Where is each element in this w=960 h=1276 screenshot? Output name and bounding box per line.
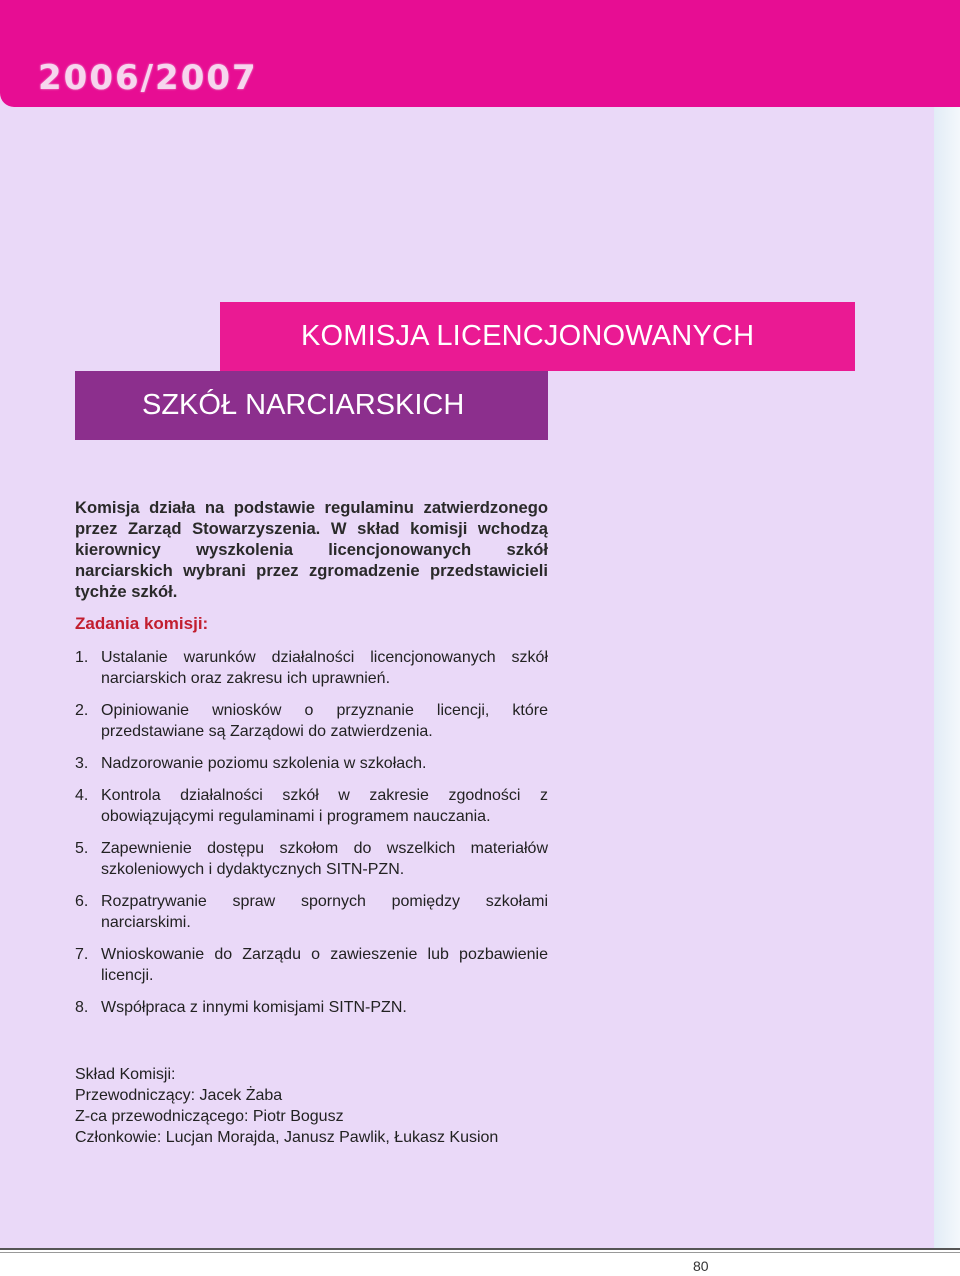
task-number: 2. [75,702,89,719]
committee-members: Członkowie: Lucjan Morajda, Janusz Pawlik, Łukasz Kusion [75,1129,499,1146]
task-list [75,647,548,1018]
task-number: 1. [75,649,89,666]
task-item [75,891,548,933]
page-right-edge [934,0,960,1248]
task-number: 8. [75,999,89,1016]
committee-section [75,1064,555,1148]
task-text: Ustalanie warunków działalności licencjonowanych szkół narciarskich oraz zakresu ich uprawnień. [101,649,548,687]
task-number: 7. [75,946,89,963]
task-number: 5. [75,840,89,857]
task-number: 4. [75,787,89,804]
task-text: Zapewnienie dostępu szkołom do wszelkich materiałów szkoleniowych i dydaktycznych SITN-PZN. [101,840,548,878]
task-text: Wnioskowanie do Zarządu o zawieszenie lub pozbawienie licencji. [101,946,548,984]
task-text: Rozpatrywanie spraw spornych pomiędzy szkołami narciarskimi. [101,893,548,931]
task-text: Współpraca z innymi komisjami SITN-PZN. [101,999,407,1016]
title-line-1: KOMISJA LICENCJONOWANYCH [301,320,755,352]
task-item [75,647,548,689]
footer-rule [0,1248,960,1250]
task-text: Kontrola działalności szkół w zakresie zgodności z obowiązującymi regulaminami i programem nauczania. [101,787,548,825]
header-year: 2006/2007 [38,58,258,98]
title-line-1-box [220,302,855,371]
task-item [75,753,548,774]
footer-rule-thin [0,1252,960,1253]
intro-paragraph: Komisja działa na podstawie regulaminu zatwierdzonego przez Zarząd Stowarzyszenia. W skład komisji wchodzą kierownicy wyszkolenia licencjonowanych szkół narciarskich wybrani przez zgromadzenie przedstawicieli tychże szkół. [75,498,548,601]
task-item [75,997,548,1018]
task-item [75,838,548,880]
task-number: 6. [75,893,89,910]
task-text: Opiniowanie wniosków o przyznanie licencji, które przedstawiane są Zarządowi do zatwierdzenia. [101,702,548,740]
task-text: Nadzorowanie poziomu szkolenia w szkołach. [101,755,427,772]
task-item [75,700,548,742]
task-number: 3. [75,755,89,772]
committee-deputy: Z-ca przewodniczącego: Piotr Bogusz [75,1108,344,1125]
title-line-2: SZKÓŁ NARCIARSKICH [142,389,465,421]
page-number: 80 [693,1258,709,1274]
committee-heading: Skład Komisji: [75,1066,176,1083]
task-item [75,944,548,986]
task-item [75,785,548,827]
title-line-2-box [75,371,548,440]
committee-chair: Przewodniczący: Jacek Żaba [75,1087,283,1104]
tasks-heading: Zadania komisji: [75,614,209,633]
main-content [75,497,548,1029]
